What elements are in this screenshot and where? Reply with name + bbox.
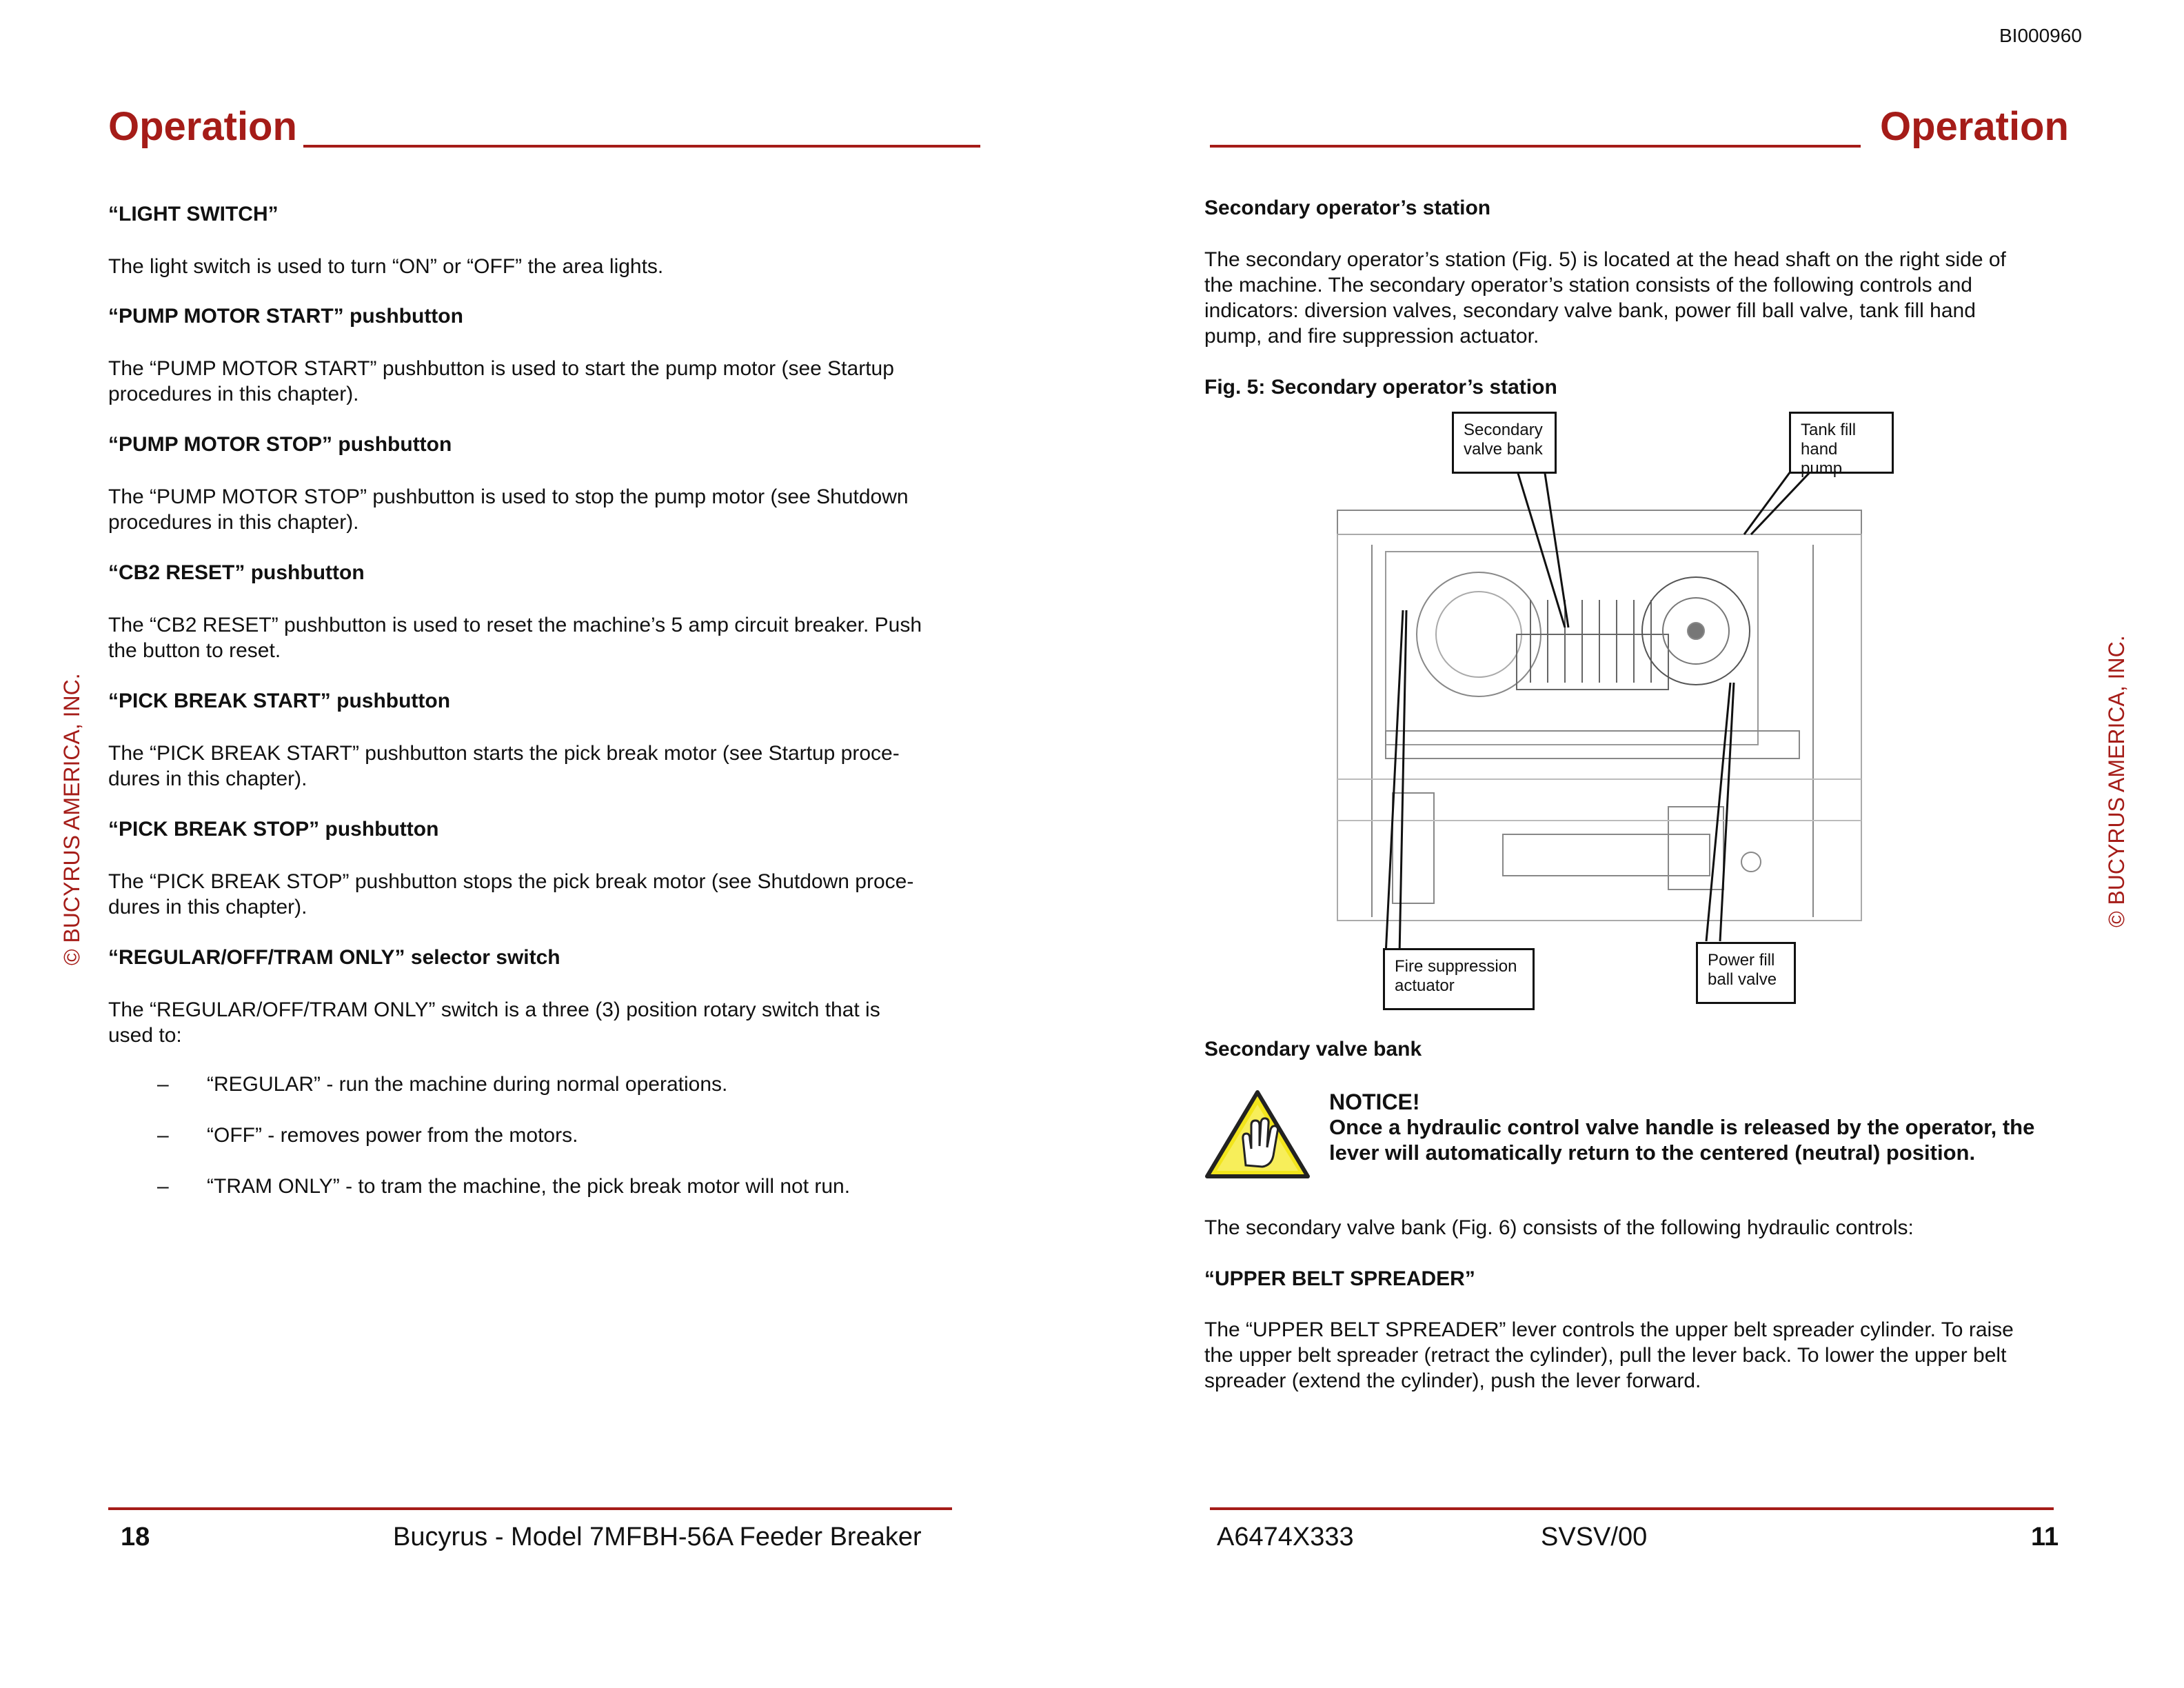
station-text: The secondary operator’s station (Fig. 5) is located at the head shaft on the right side of the machine. The secondary operator’s station consists of the following controls and indicators: diversion valves, secondary valve bank, power fill ball valve, tank fill hand pump, and fire suppression actuator.: [1204, 248, 2006, 348]
left-footer-rule: [108, 1507, 952, 1510]
callout-secondary-valve-bank: Secondary valve bank: [1452, 412, 1557, 474]
pick-break-start-heading: “PICK BREAK START” pushbutton: [108, 690, 451, 712]
valve-bank-text: The secondary valve bank (Fig. 6) consists of the following hydraulic controls:: [1204, 1216, 1914, 1239]
upper-belt-text: The “UPPER BELT SPREADER” lever controls the upper belt spreader cylinder. To raise the upper belt spreader (retract the cylinder), pull the lever back. To lower the upper belt spreader (extend the cylinder), push the lever forward.: [1204, 1318, 2014, 1392]
notice-title: NOTICE!: [1329, 1089, 1420, 1114]
notice-body: Once a hydraulic control valve handle is released by the operator, the lever will automatically return to the centered (neutral) position.: [1329, 1115, 2035, 1165]
cb2-reset-text: The “CB2 RESET” pushbutton is used to reset the machine’s 5 amp circuit breaker. Push the button to reset.: [108, 614, 922, 662]
hand-pump-hub: [1688, 623, 1704, 639]
document-id: BI000960: [1999, 25, 2082, 46]
right-copyright: © BUCYRUS AMERICA, INC.: [2104, 635, 2129, 927]
list-dash: –: [157, 1124, 169, 1147]
left-footer-title: Bucyrus - Model 7MFBH-56A Feeder Breaker: [393, 1523, 922, 1551]
pick-break-stop-text: The “PICK BREAK STOP” pushbutton stops the pick break motor (see Shutdown proce- dures in this chapter).: [108, 870, 914, 918]
right-doc-number: A6474X333: [1217, 1523, 1354, 1551]
callout-leaders: [1386, 469, 1813, 955]
top-frame-rail: [1337, 510, 1861, 534]
right-revision: SVSV/00: [1541, 1523, 1648, 1551]
pump-motor-start-text: The “PUMP MOTOR START” pushbutton is used to start the pump motor (see Startup procedures in this chapter).: [108, 357, 894, 405]
station-line-drawing: [1331, 407, 1875, 1014]
list-dash: –: [157, 1073, 169, 1096]
right-footer-rule: [1210, 1507, 2054, 1510]
gauge: [1741, 852, 1761, 872]
list-item: “TRAM ONLY” - to tram the machine, the pick break motor will not run.: [207, 1175, 851, 1198]
pump-motor-stop-heading: “PUMP MOTOR STOP” pushbutton: [108, 433, 452, 456]
figure-caption: Fig. 5: Secondary operator’s station: [1204, 376, 1557, 399]
right-page-number: 11: [2031, 1523, 2059, 1551]
upper-belt-heading: “UPPER BELT SPREADER”: [1204, 1267, 1475, 1290]
left-title-rule: [303, 145, 980, 148]
left-page-number: 18: [121, 1523, 150, 1551]
pick-break-stop-heading: “PICK BREAK STOP” pushbutton: [108, 818, 439, 841]
valve-bank-heading: Secondary valve bank: [1204, 1038, 1422, 1061]
callout-power-fill-ball-valve: Power fill ball valve: [1696, 942, 1796, 1004]
station-heading: Secondary operator’s station: [1204, 197, 1491, 219]
lower-left-block: [1393, 793, 1434, 903]
hand-warning-icon: [1204, 1089, 1311, 1179]
light-switch-heading: “LIGHT SWITCH”: [108, 203, 279, 225]
pump-motor-stop-text: The “PUMP MOTOR STOP” pushbutton is used to stop the pump motor (see Shutdown procedures in this chapter).: [108, 485, 909, 534]
callout-fire-suppression-actuator: Fire suppression actuator: [1383, 948, 1535, 1010]
right-section-title: Operation: [1880, 104, 2069, 149]
right-title-rule: [1210, 145, 1861, 148]
cylinder: [1503, 834, 1710, 876]
light-switch-text: The light switch is used to turn “ON” or “OFF” the area lights.: [108, 255, 664, 278]
pump-motor-start-heading: “PUMP MOTOR START” pushbutton: [108, 305, 463, 328]
selector-switch-heading: “REGULAR/OFF/TRAM ONLY” selector switch: [108, 946, 560, 969]
left-copyright: © BUCYRUS AMERICA, INC.: [59, 673, 84, 965]
list-item: “REGULAR” - run the machine during normal operations.: [207, 1073, 728, 1096]
valve-panel: [1386, 552, 1758, 745]
left-section-title: Operation: [108, 104, 297, 149]
cb2-reset-heading: “CB2 RESET” pushbutton: [108, 561, 365, 584]
callout-tank-fill-hand-pump: Tank fill hand pump: [1789, 412, 1894, 474]
pick-break-start-text: The “PICK BREAK START” pushbutton starts the pick break motor (see Startup proce- dures in this chapter).: [108, 742, 900, 790]
round-plate-inner: [1436, 592, 1521, 677]
list-item: “OFF” - removes power from the motors.: [207, 1124, 578, 1147]
selector-switch-text: The “REGULAR/OFF/TRAM ONLY” switch is a three (3) position rotary switch that is used to:: [108, 998, 880, 1047]
machine-frame: [1337, 534, 1861, 921]
list-dash: –: [157, 1175, 169, 1198]
